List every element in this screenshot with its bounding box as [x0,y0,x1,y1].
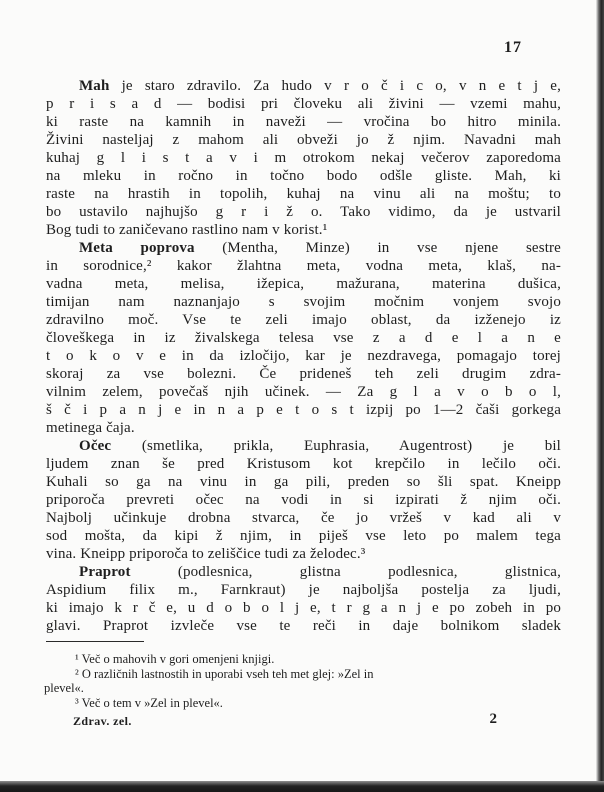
paragraph-lead: Mah [79,78,110,94]
text-line: zdravilno moč. Vse te zeli imajo oblast, da izženejo iz [46,312,561,328]
footnote-separator [46,641,144,642]
scan-edge-bottom [0,781,604,792]
paragraph-lead: Praprot [79,564,131,580]
text-line: timijan nam naznanjajo s svojim močnim vonjem svojo [46,294,561,310]
text-line: Mah je staro zdravilo. Za hudo v r o č i c o, v n e t j e, [79,78,561,94]
text-line: š č i p a n j e in n a p e t o s t izpij po 1—2 čaši gorkega [46,402,561,418]
text-line: raste na hrastih in topolih, kuhaj na vinu ali na moštu; to [46,186,561,202]
footnote-line: ³ Več o tem v »Zel in plevel«. [75,695,223,710]
text-line: Meta poprova (Mentha, Minze) in vse njene sestre [79,240,561,256]
text-line: Bog tudi to zaničevano rastlino nam v korist.¹ [46,222,328,238]
text-line: metinega čaja. [46,420,135,436]
paragraph-lead: Očec [79,438,112,454]
body-text [46,77,561,635]
text-line: glavi. Praprot izvleče vse te reči in daje bolnikom sladek [46,618,561,634]
text-line: Aspidium filix m., Farnkraut) je najboljša postelja za ljudi, [46,582,561,598]
text-line: t o k o v e in da izločijo, kar je nezdravega, pomagajo torej [46,348,561,364]
text-line: ki imajo k r č e, u d o b o l j e, t r g a n j e po zobeh in po [46,600,561,616]
text-line: na mleku in ročno in točno bodo odšle gliste. Mah, ki [46,168,561,184]
footer-signature: Zdrav. zel. [73,714,132,728]
text-line: Očec (smetlika, prikla, Euphrasia, Augentrost) je bil [79,438,561,454]
text-line: ki raste na kamnih in naveži — vročina bo hitro minila. [46,114,561,130]
text-line: Živini nasteljaj z mahom ali obveži jo ž njim. Navadni mah [46,132,561,148]
text-line: človeškega in iz živalskega telesa vse z a d e l a n e [46,330,561,346]
page-number: 17 [504,39,522,56]
text-line: Praprot (podlesnica, glistna podlesnica, glistnica, [79,564,561,580]
text-line: Najbolj učinkuje drobna stvarca, če jo vržeš v kad ali v [46,510,561,526]
text-line: sod mošta, da kipi ž njim, in piješ vse leto po malem tega [46,528,561,544]
footnote-line: plevel«. [44,681,84,695]
text-line: vadna meta, melisa, ižepica, mažurana, materina dušica, [46,276,561,292]
paragraph [46,239,561,437]
paragraph [46,77,561,239]
text-line: skoraj za vse bolezni. Če prideneš teh zeli drugim zdra- [46,366,561,382]
text-line: p r i s a d — bodisi pri človeku ali živini — vzemi mahu, [46,96,561,112]
text-line: Kuhali so ga na vinu in ga pili, preden so šli spat. Kneipp [46,474,561,490]
footnotes [44,652,516,710]
footnote-line: ¹ Več o mahovih v gori omenjeni knjigi. [75,652,275,666]
text-line: vina. Kneipp priporoča to zeliščice tudi za želodec.³ [46,546,366,562]
paragraph [46,563,561,635]
paragraph-lead: Meta poprova [79,240,195,256]
text-line: vilnim zelem, povečaš njih učinek. — Za g l a v o b o l, [46,384,561,400]
text-line: ljudem znan še pred Kristusom kot krepčilo in lečilo oči. [46,456,561,472]
text-line: bo ustavilo najhujšo g r i ž o. Tako vidimo, da je ustvaril [46,204,561,220]
scan-edge-right [596,0,604,792]
footer-sheet-number: 2 [489,711,497,727]
text-line: priporoča prevreti očec na vodi in si izpirati ž njim oči. [46,492,561,508]
text-line: kuhaj g l i s t a v i m otrokom nekaj večerov zaporedoma [46,150,561,166]
text-line: in sorodnice,² kakor žlahtna meta, vodna meta, klaš, na- [46,258,561,274]
paragraph [46,437,561,563]
footnote-line: ² O različnih lastnostih in uporabi vseh teh met glej: »Zel in [75,666,374,681]
